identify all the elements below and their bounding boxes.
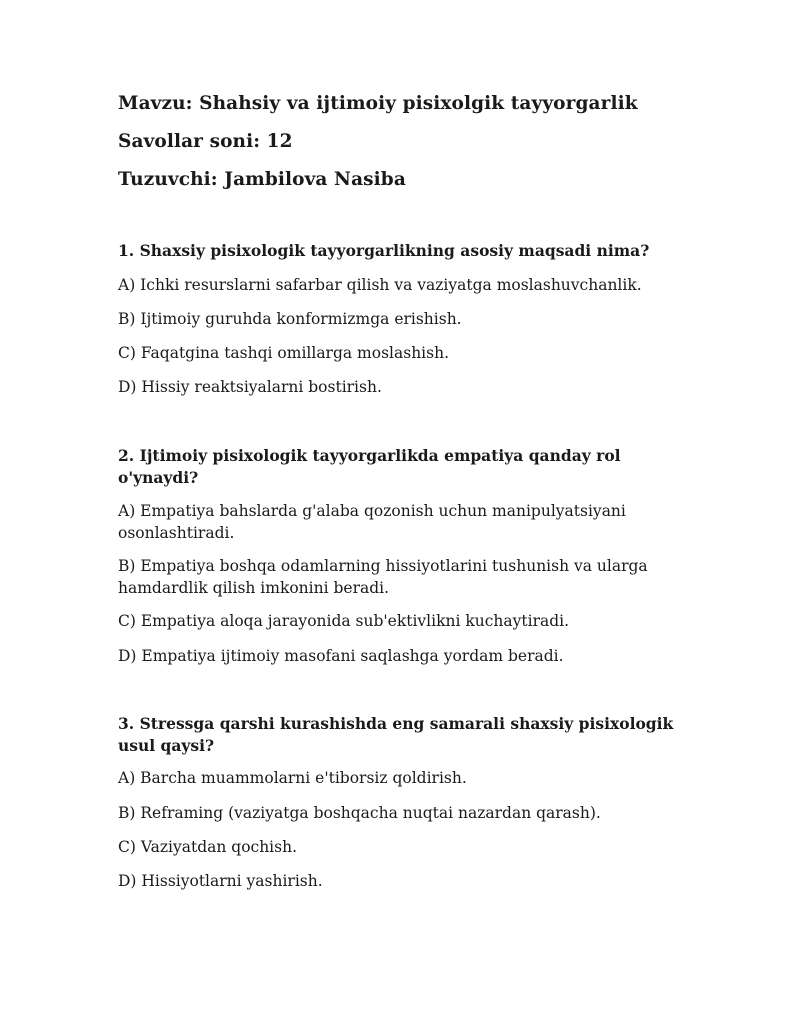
- question-count-line: Savollar soni: 12: [118, 131, 293, 152]
- question-3-option-c: C) Vaziyatdan qochish.: [118, 838, 298, 856]
- question-2-title: 2. Ijtimoiy pisixologik tayyorgarlikda empatiya qanday rol o'ynaydi?: [118, 446, 621, 487]
- question-3-option-d: D) Hissiyotlarni yashirish.: [118, 872, 323, 890]
- question-2-option-a: A) Empatiya bahslarda g'alaba qozonish uchun manipulyatsiyani osonlashtiradi.: [118, 502, 626, 542]
- question-2-option-c: C) Empatiya aloqa jarayonida sub'ektivlikni kuchaytiradi.: [118, 612, 570, 630]
- question-1-option-c: C) Faqatgina tashqi omillarga moslashish.: [118, 344, 449, 362]
- question-1-title: 1. Shaxsiy pisixologik tayyorgarlikning asosiy maqsadi nima?: [118, 241, 650, 260]
- question-3-option-a: A) Barcha muammolarni e'tiborsiz qoldirish.: [118, 769, 467, 787]
- question-2-option-b: B) Empatiya boshqa odamlarning hissiyotlarini tushunish va ularga hamdardlik qilish imkonini beradi.: [118, 557, 648, 597]
- topic-line: Mavzu: Shahsiy va ijtimoiy pisixolgik tayyorgarlik: [118, 93, 638, 114]
- question-1-option-a: A) Ichki resurslarni safarbar qilish va vaziyatga moslashuvchanlik.: [118, 276, 642, 294]
- author-line: Tuzuvchi: Jambilova Nasiba: [118, 169, 406, 190]
- question-2-option-d: D) Empatiya ijtimoiy masofani saqlashga yordam beradi.: [118, 647, 564, 665]
- question-3-option-b: B) Reframing (vaziyatga boshqacha nuqtai nazardan qarash).: [118, 804, 601, 822]
- question-3-title: 3. Stressga qarshi kurashishda eng samarali shaxsiy pisixologik usul qaysi?: [118, 714, 674, 755]
- question-1-option-b: B) Ijtimoiy guruhda konformizmga erishish.: [118, 310, 462, 328]
- question-1-option-d: D) Hissiy reaktsiyalarni bostirish.: [118, 378, 382, 396]
